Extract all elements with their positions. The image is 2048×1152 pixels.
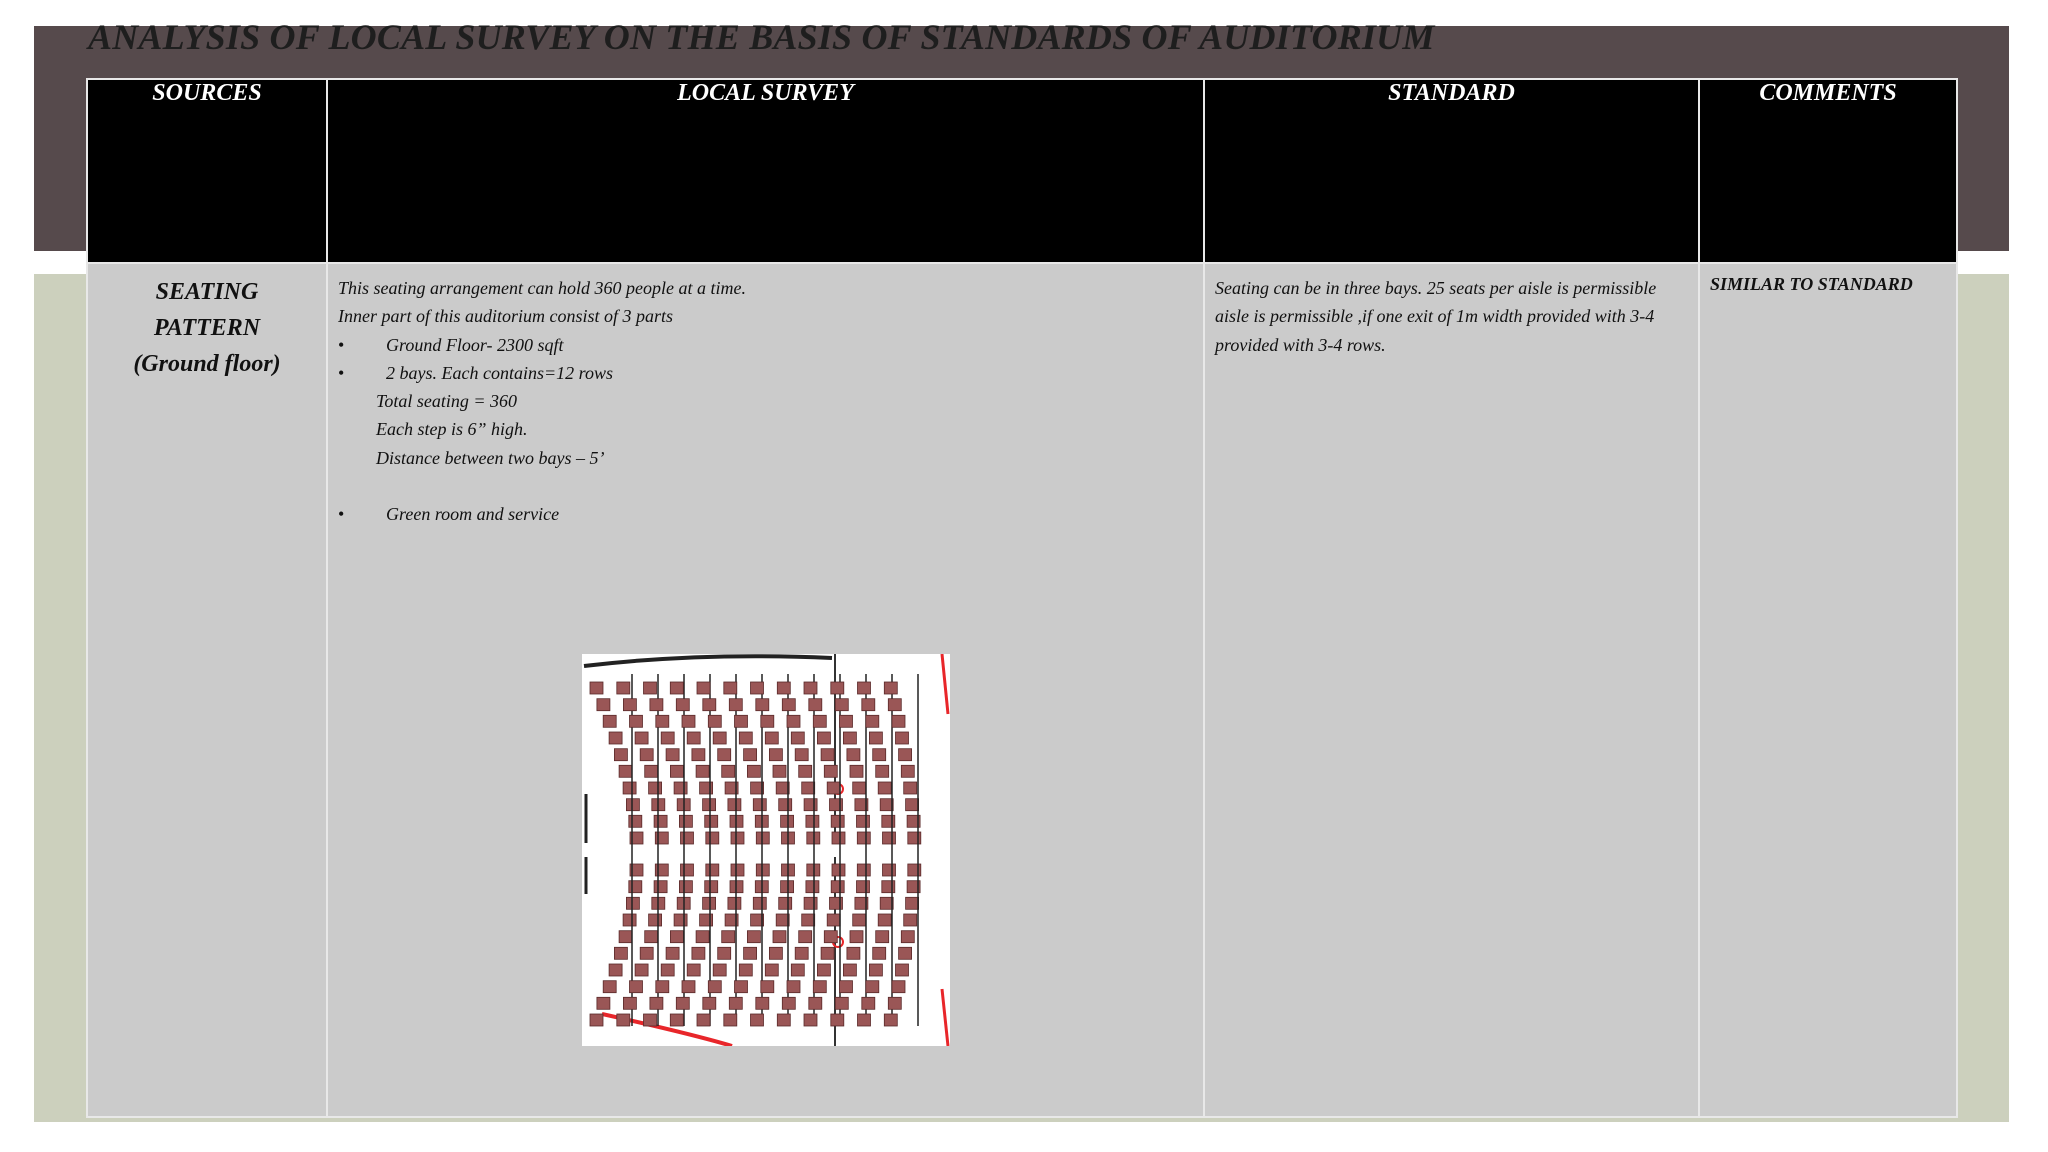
seat [705, 815, 718, 827]
seat [744, 749, 757, 761]
seat [809, 997, 822, 1009]
seat [718, 749, 731, 761]
seat [809, 699, 822, 711]
seat [623, 914, 636, 926]
seat [735, 981, 748, 993]
seat [751, 682, 764, 694]
seat [687, 732, 700, 744]
seat [857, 815, 870, 827]
seat [882, 815, 895, 827]
seat [640, 947, 653, 959]
seat [843, 964, 856, 976]
seat [644, 682, 657, 694]
seat [765, 732, 778, 744]
seat [708, 981, 721, 993]
seat [847, 947, 860, 959]
seat [804, 682, 817, 694]
seat [739, 732, 752, 744]
seat [681, 864, 694, 876]
seat [869, 732, 882, 744]
seating-plan-drawing [582, 654, 950, 1046]
seat [696, 931, 709, 943]
seat [753, 897, 766, 909]
seat [739, 964, 752, 976]
seat [850, 931, 863, 943]
seat [713, 964, 726, 976]
seat [617, 682, 630, 694]
seat [731, 832, 744, 844]
seat [756, 864, 769, 876]
seat [873, 947, 886, 959]
seat [843, 732, 856, 744]
seat [904, 914, 917, 926]
seat [728, 799, 741, 811]
seat [635, 964, 648, 976]
seat [862, 699, 875, 711]
seat [751, 1014, 764, 1026]
seat [706, 864, 719, 876]
seat [832, 864, 845, 876]
seat [670, 931, 683, 943]
seat [729, 997, 742, 1009]
seat [799, 765, 812, 777]
bullet-icon: • [338, 504, 345, 525]
seat [619, 931, 632, 943]
seat [674, 782, 687, 794]
seat [676, 699, 689, 711]
header-local-survey: LOCAL SURVEY [327, 79, 1204, 263]
seat [832, 832, 845, 844]
list-item [338, 500, 1193, 528]
bullet-icon: • [338, 334, 345, 355]
seat [666, 749, 679, 761]
seat [623, 782, 636, 794]
seat [857, 864, 870, 876]
seat [804, 799, 817, 811]
seat [679, 815, 692, 827]
seat [853, 914, 866, 926]
seat [847, 749, 860, 761]
seat [765, 964, 778, 976]
seat [670, 1014, 683, 1026]
seat [703, 997, 716, 1009]
seat [769, 947, 782, 959]
spacer [338, 472, 1193, 500]
list-item-text: 2 bays. Each contains=12 rows [386, 362, 613, 383]
seat [692, 947, 705, 959]
seat [708, 715, 721, 727]
seat [862, 997, 875, 1009]
seat [884, 1014, 897, 1026]
seat [649, 914, 662, 926]
seat [609, 732, 622, 744]
list-item-text: Green room and service [386, 504, 560, 525]
seat [878, 782, 891, 794]
seat [650, 699, 663, 711]
seat [806, 881, 819, 893]
seat [813, 715, 826, 727]
seat [831, 815, 844, 827]
seat [724, 682, 737, 694]
seat [682, 981, 695, 993]
seat [782, 997, 795, 1009]
seat [731, 864, 744, 876]
seat [882, 881, 895, 893]
seat [617, 1014, 630, 1026]
seat [787, 715, 800, 727]
seat [781, 815, 794, 827]
list-item [338, 331, 1193, 359]
seat [735, 715, 748, 727]
seat [756, 832, 769, 844]
seat [866, 715, 879, 727]
seat [904, 782, 917, 794]
seat [644, 1014, 657, 1026]
seat [802, 914, 815, 926]
seat [747, 765, 760, 777]
header-standard: STANDARD [1204, 79, 1699, 263]
seat [878, 914, 891, 926]
seat [821, 947, 834, 959]
seat [623, 699, 636, 711]
seat [679, 881, 692, 893]
seat [795, 947, 808, 959]
seating-plan-image [582, 654, 950, 1046]
seat [888, 699, 901, 711]
seat [697, 682, 710, 694]
seat [773, 931, 786, 943]
header-sources: SOURCES [87, 79, 327, 263]
header-comments: COMMENTS [1699, 79, 1957, 263]
seat [799, 931, 812, 943]
seat [697, 1014, 710, 1026]
seat [670, 765, 683, 777]
bullet-icon: • [338, 362, 345, 383]
seat [908, 832, 921, 844]
seat [656, 715, 669, 727]
seat [853, 782, 866, 794]
seat [821, 749, 834, 761]
seat [722, 765, 735, 777]
seat [804, 897, 817, 909]
seat [640, 749, 653, 761]
seat [654, 881, 667, 893]
seat [787, 981, 800, 993]
seat [817, 964, 830, 976]
seat [728, 897, 741, 909]
seat [806, 815, 819, 827]
seat [706, 832, 719, 844]
seat [773, 765, 786, 777]
list-item [338, 359, 1193, 387]
seat [703, 699, 716, 711]
seat [597, 997, 610, 1009]
seat [777, 1014, 790, 1026]
seat [892, 981, 905, 993]
seat [756, 997, 769, 1009]
seat [901, 931, 914, 943]
seat [782, 699, 795, 711]
seat [649, 782, 662, 794]
seat [761, 981, 774, 993]
seat [729, 699, 742, 711]
list-item-text: Ground Floor- 2300 sqft [386, 334, 564, 355]
seat [623, 997, 636, 1009]
seat [899, 749, 912, 761]
seat [795, 749, 808, 761]
seat [609, 964, 622, 976]
seat [906, 799, 919, 811]
seat [831, 881, 844, 893]
seat [827, 782, 840, 794]
seat [896, 964, 909, 976]
seat [761, 715, 774, 727]
survey-text: Inner part of this auditorium consist of 3 parts [338, 306, 674, 327]
seat [817, 732, 830, 744]
seat [835, 997, 848, 1009]
seat [813, 981, 826, 993]
seat [899, 947, 912, 959]
seat [769, 749, 782, 761]
seat [654, 815, 667, 827]
survey-detail: Each step is 6” high. [376, 419, 528, 440]
seat [857, 832, 870, 844]
seat [873, 749, 886, 761]
seat [883, 832, 896, 844]
seat [791, 732, 804, 744]
seat [703, 897, 716, 909]
seat [718, 947, 731, 959]
seat [724, 1014, 737, 1026]
seat [866, 981, 879, 993]
seat [753, 799, 766, 811]
comment-cell: SIMILAR TO STANDARD [1699, 263, 1957, 1117]
seat [650, 997, 663, 1009]
seat [779, 897, 792, 909]
seat [696, 765, 709, 777]
seat [744, 947, 757, 959]
seat [840, 715, 853, 727]
seat [869, 964, 882, 976]
seat [681, 832, 694, 844]
source-line: SEATING [155, 279, 259, 305]
seat [713, 732, 726, 744]
seat [804, 1014, 817, 1026]
seat [674, 914, 687, 926]
seat [597, 699, 610, 711]
seat [747, 931, 760, 943]
seat [831, 682, 844, 694]
seat [692, 749, 705, 761]
seat [824, 765, 837, 777]
seat [626, 799, 639, 811]
seat [656, 981, 669, 993]
seat [722, 931, 735, 943]
seat [908, 864, 921, 876]
seat [630, 715, 643, 727]
slide-title: ANALYSIS OF LOCAL SURVEY ON THE BASIS OF STANDARDS OF AUDITORIUM [88, 17, 1435, 57]
seat [827, 914, 840, 926]
seat [703, 799, 716, 811]
survey-table [86, 78, 1958, 1118]
seat [590, 682, 603, 694]
seat [876, 931, 889, 943]
seat [892, 715, 905, 727]
table-row [87, 263, 1957, 1117]
seat [661, 732, 674, 744]
seat [858, 682, 871, 694]
seat [906, 897, 919, 909]
seat [645, 931, 658, 943]
seat [824, 931, 837, 943]
seat [682, 715, 695, 727]
seat [645, 765, 658, 777]
seat [619, 765, 632, 777]
seat [831, 1014, 844, 1026]
seat [614, 749, 627, 761]
standard-cell: Seating can be in three bays. 25 seats per aisle is permissible aisle is permissible ,if one exit of 1m width provided with 3-4 provided with 3-4 rows. [1204, 263, 1699, 1117]
seat [614, 947, 627, 959]
seat [590, 1014, 603, 1026]
seat [635, 732, 648, 744]
survey-detail: Distance between two bays – 5’ [376, 447, 605, 468]
seat [876, 765, 889, 777]
seat [884, 682, 897, 694]
seat [705, 881, 718, 893]
source-line: (Ground floor) [133, 351, 281, 377]
seat [888, 997, 901, 1009]
survey-detail: Total seating = 360 [376, 391, 518, 412]
seat [630, 981, 643, 993]
source-cell [87, 263, 327, 1117]
table-header-row [87, 79, 1957, 263]
seat [626, 897, 639, 909]
seat [756, 699, 769, 711]
seat [676, 997, 689, 1009]
seat [802, 782, 815, 794]
seat [779, 799, 792, 811]
seat [858, 1014, 871, 1026]
seat [603, 715, 616, 727]
seat [666, 947, 679, 959]
seat [603, 981, 616, 993]
seat [896, 732, 909, 744]
seat [883, 864, 896, 876]
seat [629, 815, 642, 827]
seat [661, 964, 674, 976]
seat [840, 981, 853, 993]
seat [781, 881, 794, 893]
seat [901, 765, 914, 777]
source-line: PATTERN [153, 315, 261, 341]
local-survey-cell [327, 263, 1204, 1117]
seat [835, 699, 848, 711]
survey-text: This seating arrangement can hold 360 people at a time. [338, 278, 746, 298]
seat [850, 765, 863, 777]
seat [857, 881, 870, 893]
seat [670, 682, 683, 694]
seat [687, 964, 700, 976]
seat [791, 964, 804, 976]
seat [777, 682, 790, 694]
seat [629, 881, 642, 893]
